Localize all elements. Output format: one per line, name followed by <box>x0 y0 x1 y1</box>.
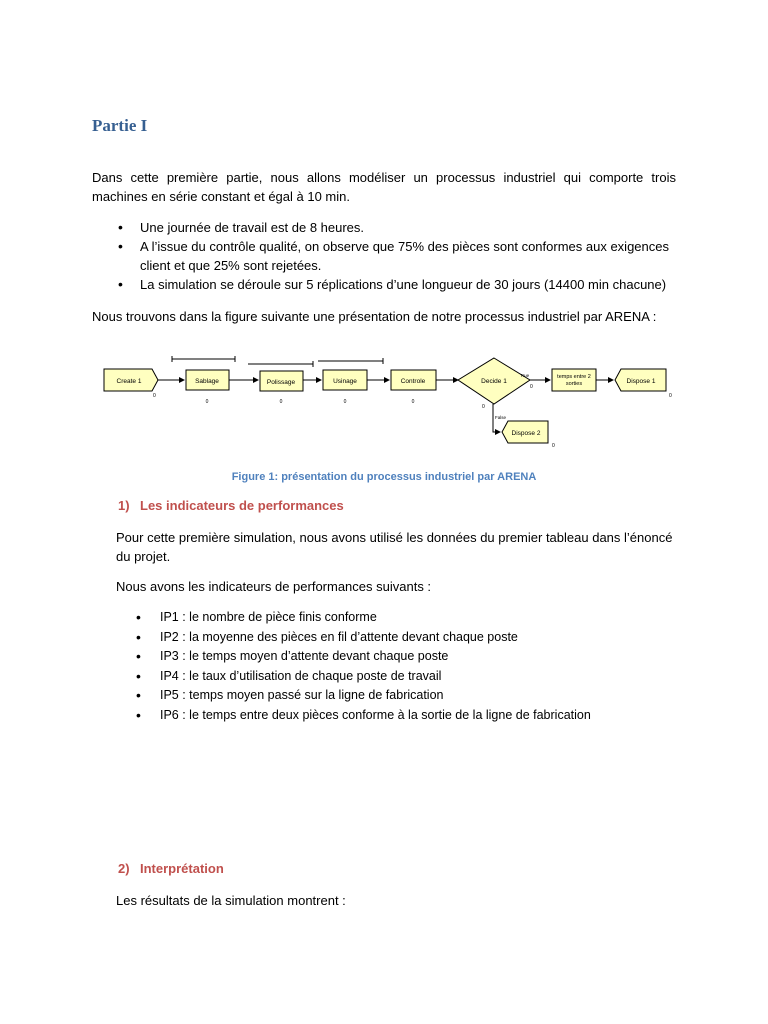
list-item: • IP4 : le taux d’utilisation de chaque poste de travail <box>136 667 696 687</box>
section1-paragraph1: Pour cette première simulation, nous avons utilisé les données du premier tableau dans l’énoncé du projet. <box>116 530 673 564</box>
temps-label-line1: temps entre 2 <box>557 374 591 380</box>
section2-heading <box>118 861 224 876</box>
section1-paragraph2: Nous avons les indicateurs de performances suivants : <box>116 579 432 594</box>
dispose1-label: Dispose 1 <box>626 378 656 385</box>
figure-caption: Figure 1: présentation du processus industriel par ARENA <box>231 471 537 483</box>
polissage-counter: 0 <box>279 399 283 405</box>
list-item: • IP5 : temps moyen passé sur la ligne de fabrication <box>136 686 696 706</box>
arena-process-diagram <box>96 350 676 450</box>
temps-module <box>552 369 596 391</box>
temps-label-line2: sorties <box>565 381 583 387</box>
create-counter: 0 <box>153 393 156 399</box>
polissage-label: Polissage <box>266 379 296 386</box>
section2-paragraph1: Les résultats de la simulation montrent : <box>116 893 346 908</box>
list-item: • IP3 : le temps moyen d’attente devant chaque poste <box>136 647 696 667</box>
list-item: • IP6 : le temps entre deux pièces conforme à la sortie de la ligne de fabrication <box>136 706 696 726</box>
decide-false-label: False <box>495 415 507 420</box>
decide-true-counter: 0 <box>530 384 533 390</box>
page-title: Partie I <box>92 116 148 135</box>
list-item: • A l’issue du contrôle qualité, on observe que 75% des pièces sont conformes aux exigences client et que 25% sont rejetées. <box>118 237 678 275</box>
create-label: Create 1 <box>116 378 142 385</box>
usinage-label: Usinage <box>333 378 357 385</box>
controle-label: Controle <box>400 378 426 385</box>
section1-heading <box>118 498 344 513</box>
list-item: • La simulation se déroule sur 5 réplications d’une longueur de 30 jours (14400 min chacune) <box>118 275 678 294</box>
section2-number: 2) <box>118 861 130 876</box>
usinage-counter: 0 <box>343 399 347 405</box>
section1-title: Les indicateurs de performances <box>140 498 344 513</box>
dispose2-label: Dispose 2 <box>511 430 541 437</box>
decide-label: Decide 1 <box>481 378 507 385</box>
assumptions-list <box>118 218 678 294</box>
sablage-label: Sablage <box>195 378 219 385</box>
list-item: • Une journée de travail est de 8 heures. <box>118 218 678 237</box>
list-item: • IP1 : le nombre de pièce finis conforme <box>136 608 696 628</box>
decide-false-counter: 0 <box>482 404 485 410</box>
decide-true-label: True <box>520 373 530 378</box>
sablage-counter: 0 <box>205 399 209 405</box>
intro-paragraph: Dans cette première partie, nous allons modéliser un processus industriel qui comporte trois machines en série constant et égal à 10 min. <box>92 170 676 204</box>
section2-title: Interprétation <box>140 861 224 876</box>
indicators-list <box>136 608 696 725</box>
dispose2-counter: 0 <box>552 443 555 449</box>
dispose1-counter: 0 <box>669 393 672 399</box>
list-item: • IP2 : la moyenne des pièces en fil d’attente devant chaque poste <box>136 628 696 648</box>
figure-intro: Nous trouvons dans la figure suivante une présentation de notre processus industriel par ARENA : <box>92 309 657 324</box>
controle-counter: 0 <box>411 399 415 405</box>
section1-number: 1) <box>118 498 130 513</box>
